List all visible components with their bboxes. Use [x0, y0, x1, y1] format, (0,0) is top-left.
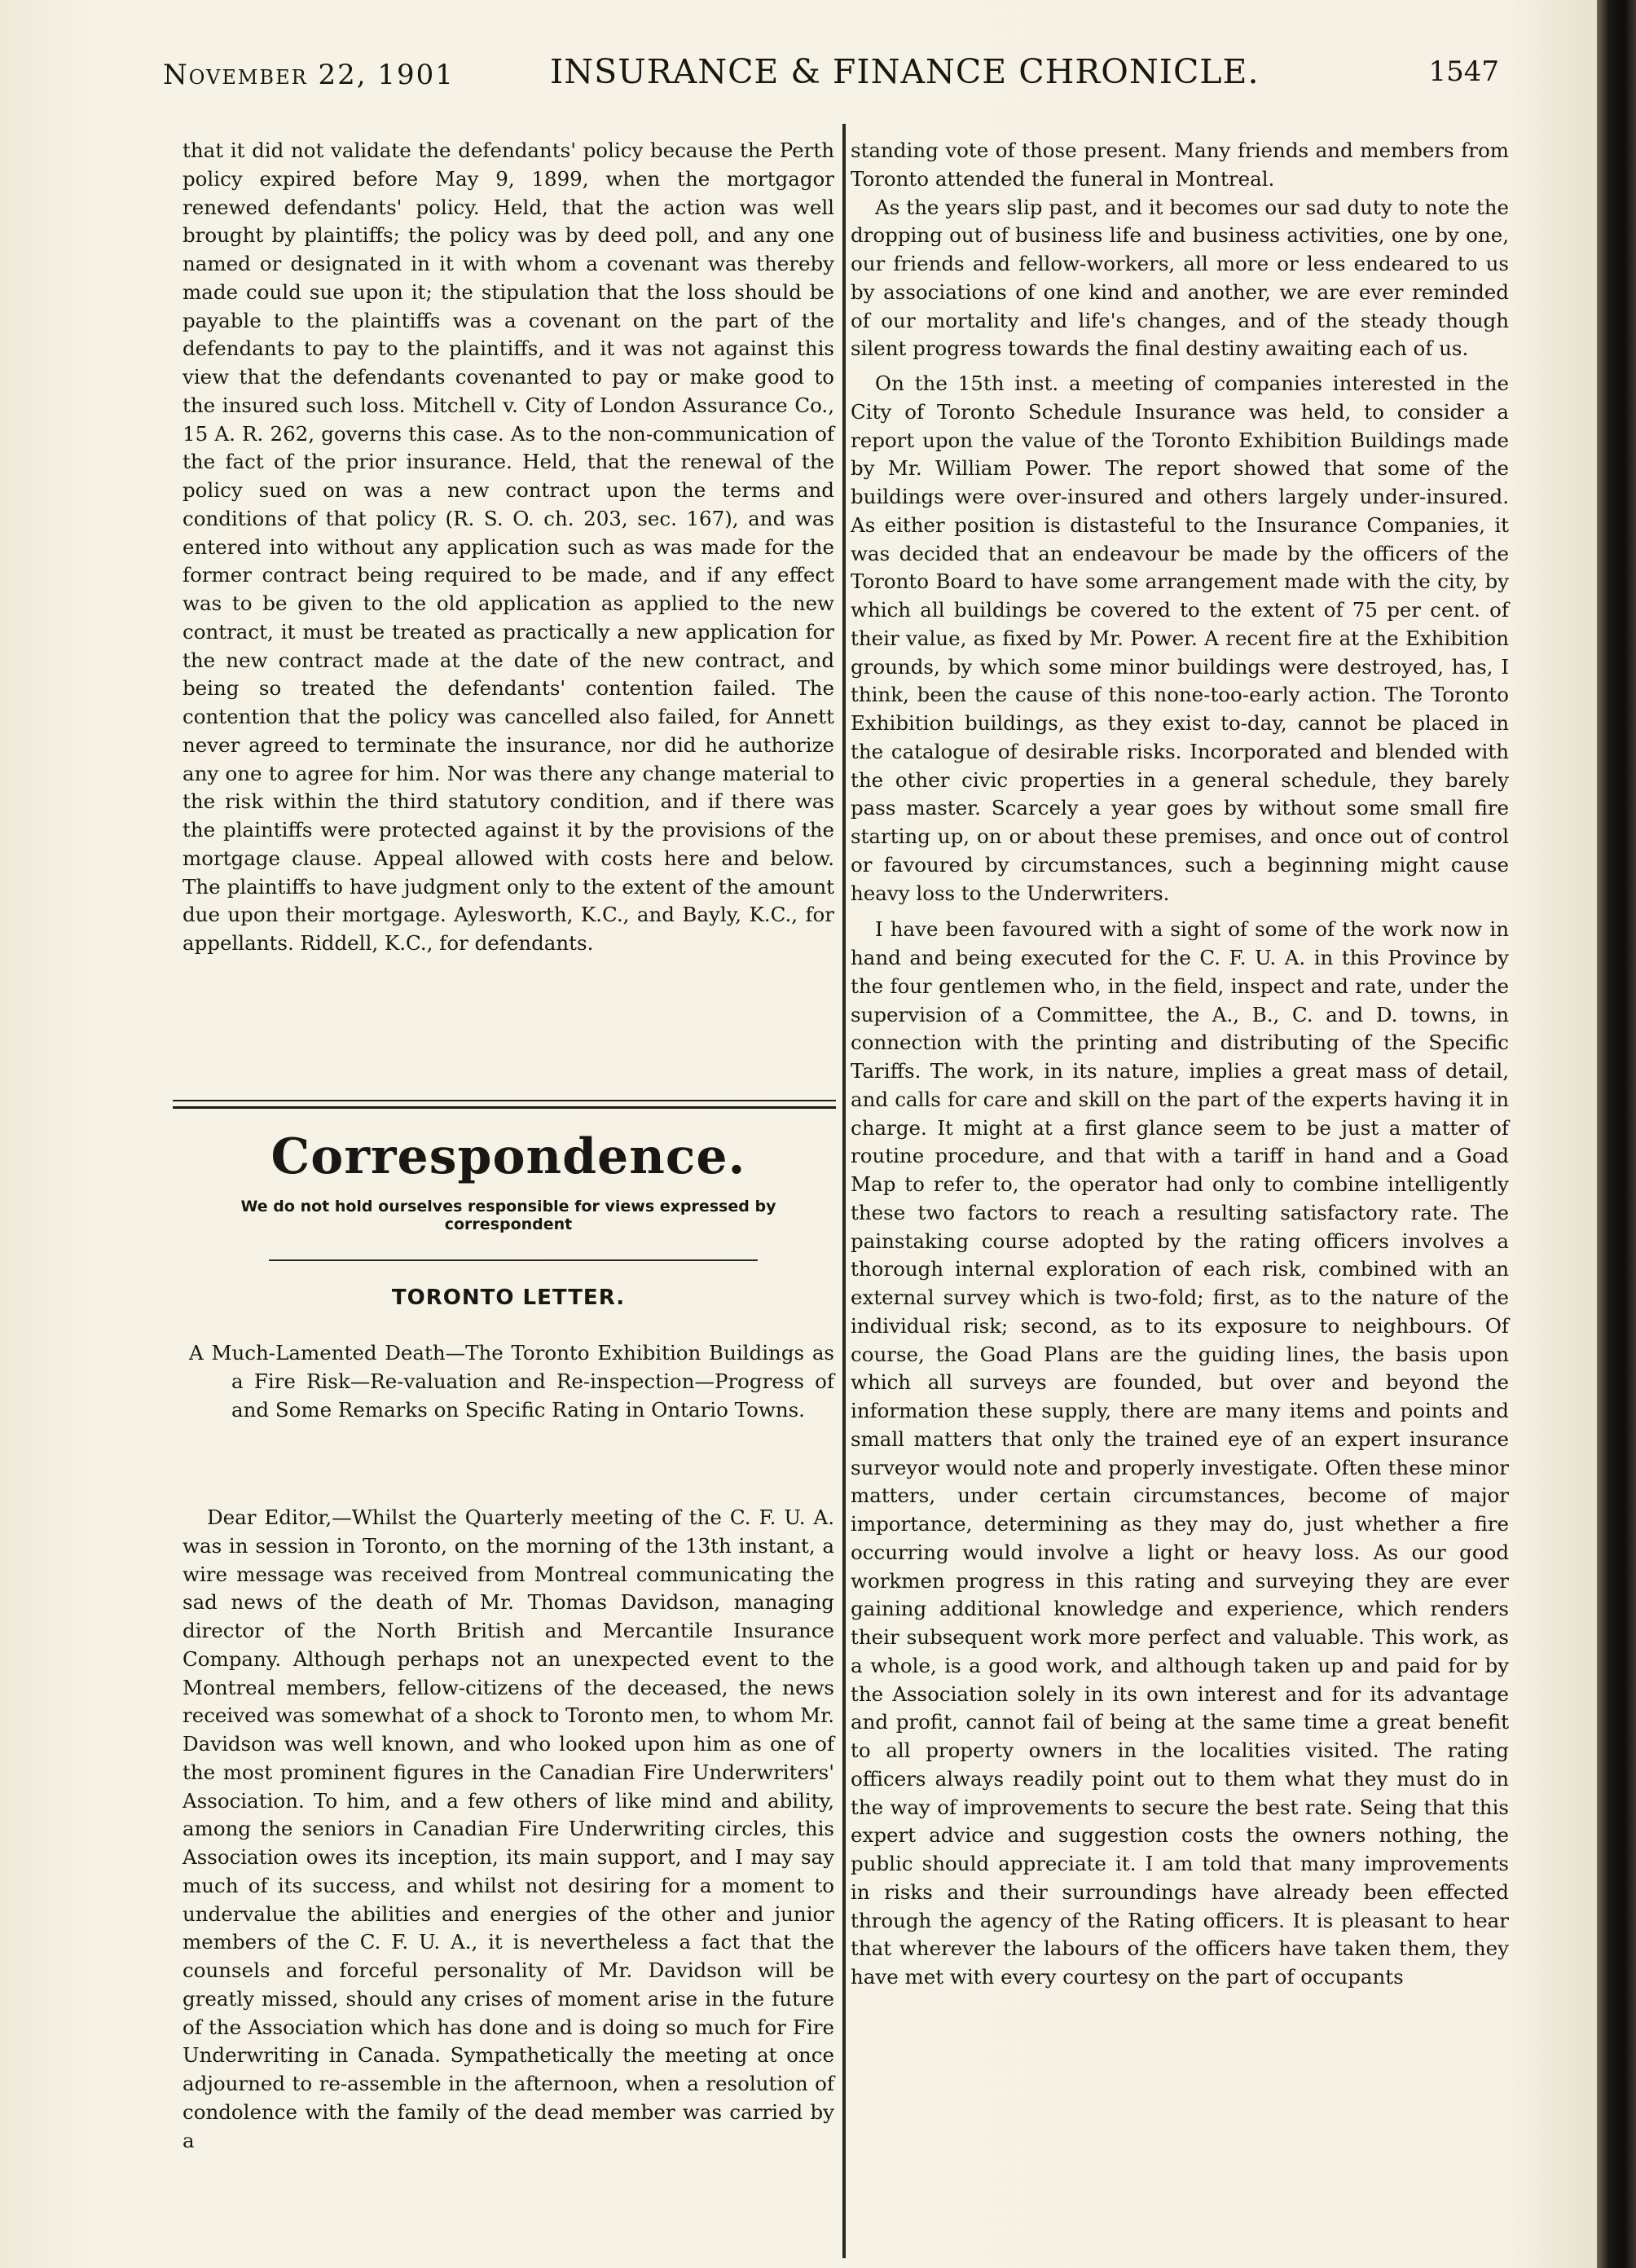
publication-title: INSURANCE & FINANCE CHRONICLE. [550, 52, 1260, 91]
legal-report-continuation: that it did not validate the defendants' policy because the Perth policy expired before May 9, 1899, when the mortgagor renewed defendants' policy. Held, that the action was well brought by plaintiffs; the policy was by deed poll, and any one named or designated in it with whom a covenant was thereby made could sue upon it; the stipulation that the loss should be payable to the plaintiffs was a covenant on the part of the defendants to pay to the plaintiffs, and it was not against this view that the defendants covenanted to pay or make good to the insured such loss. Mitchell v. City of London Assurance Co., 15 A. R. 262, governs this case. As to the non-communication of the fact of the prior insurance. Held, that the renewal of the policy sued on was a new contract upon the terms and conditions of that policy (R. S. O. ch. 203, sec. 167), and was entered into without any application such as was made for the former contract being required to be made, and if any effect was to be given to the old application as applied to the new contract, it must be treated as practically a new application for the new contract made at the date of the new contract, and being so treated the defendants' contention failed. The contention that the policy was cancelled also failed, for Annett never agreed to terminate the insurance, nor did he authorize any one to agree for him. Nor was there any change material to the risk within the third statutory condition, and if there was the plaintiffs were protected against it by the provisions of the mortgage clause. Appeal allowed with costs here and below. The plaintiffs to have judgment only to the extent of the amount due upon their mortgage. Aylesworth, K.C., and Bayly, K.C., for appellants. Riddell, K.C., for defendants. [183, 138, 834, 955]
correspondence-heading: Correspondence. [270, 1128, 746, 1185]
heading-rule [269, 1259, 758, 1261]
letter-paragraph: On the 15th inst. a meeting of companies interested in the City of Toronto Schedule Insurance was held, to consider a report upon the value of the Toronto Exhibition Buildings made by Mr. William Power. The report showed that some of the buildings were over-insured and others largely under-insured. As either position is distasteful to the Insurance Companies, it was decided that an endeavour be made by the officers of the Toronto Board to have some arrangement made with the city, by which all buildings be covered to the extent of 75 per cent. of their value, as fixed by Mr. Power. A recent fire at the Exhibition grounds, by which some minor buildings were destroyed, has, I think, been the cause of this none-too-early action. The Toronto Exhibition buildings, as they exist to-day, cannot be placed in the catalogue of desirable risks. Incorporated and blended with the other civic properties in a general schedule, they barely pass master. Scarcely a year goes by without some small fire starting up, on or about these premises, and once out of control or favoured by circumstances, such a beginning might cause heavy loss to the Underwriters. [851, 371, 1509, 905]
page-number: 1547 [1428, 55, 1499, 88]
left-column [183, 137, 834, 958]
letter-paragraph: standing vote of those present. Many friends and members from Toronto attended the funeral in Montreal. [851, 138, 1509, 191]
section-divider-rule [173, 1100, 836, 1109]
issue-date: November 22, 1901 [163, 59, 455, 91]
binding-edge [1597, 0, 1636, 2268]
page-header [163, 47, 1499, 104]
correspondence-disclaimer: We do not hold ourselves responsible for views expressed by correspondent [240, 1198, 776, 1233]
letter-title: TORONTO LETTER. [391, 1286, 626, 1310]
letter-paragraph: I have been favoured with a sight of some of the work now in hand and being executed for the C. F. U. A. in this Province by the four gentlemen who, in the field, inspect and rate, under the supervision of a Committee, the A., B., C. and D. towns, in connection with the printing and distributing of the Specific Tariffs. The work, in its nature, implies a great mass of detail, and calls for care and skill on the part of the experts having it in charge. It might at a first glance seem to be just a matter of routine procedure, and that with a tariff in hand and a Goad Map to refer to, the operator had only to combine intelligently these two factors to reach a resulting satisfactory rate. The painstaking course adopted by the rating officers involves a thorough internal exploration of each risk, combined with an external survey which is two-fold; first, as to the nature of the individual risk; second, as to its exposure to neighbours. Of course, the Goad Plans are the guiding lines, the basis upon which all surveys are founded, but over and beyond the information these supply, there are many items and points and small matters that only the trained eye of an expert insurance surveyor would note and properly investigate. Often these minor matters, under certain circumstances, become of major importance, determining as they may do, just whether a fire occurring would involve a light or heavy loss. As our good workmen progress in this rating and surveying they are ever gaining additional knowledge and experience, which renders their subsequent work more perfect and valuable. This work, as a whole, is a good work, and although taken up and paid for by the Association solely in its own interest and for its advantage and profit, cannot fail of being at the same time a great benefit to all property owners in the localities visited. The rating officers always readily point out to them what they must do in the way of improvements to secure the best rate. Seing that this expert advice and suggestion costs the owners nothing, the public should appreciate it. I am told that many improvements in risks and their surroundings have already been effected through the agency of the Rating officers. It is pleasant to hear that wherever the labours of the officers have taken them, they have met with every courtesy on the part of occupants [851, 917, 1509, 1989]
letter-subtitle: A Much-Lamented Death—The Toronto Exhibition Buildings as a Fire Risk—Re-valuation and Re-inspection—Progress of and Some Remarks on Specific Rating in Ontario Towns. [189, 1341, 834, 1422]
right-column [851, 137, 1509, 1992]
column-divider [842, 124, 846, 2258]
letter-paragraph: Dear Editor,—Whilst the Quarterly meeting of the C. F. U. A. was in session in Toronto, on the morning of the 13th instant, a wire message was received from Montreal communicating the sad news of the death of Mr. Thomas Davidson, managing director of the North British and Mercantile Insurance Company. Although perhaps not an unexpected event to the Montreal members, fellow-citizens of the deceased, the news received was somewhat of a shock to Toronto men, to whom Mr. Davidson was well known, and who looked upon him as one of the most prominent figures in the Canadian Fire Underwriters' Association. To him, and a few others of like mind and ability, among the seniors in Canadian Fire Underwriting circles, this Association owes its inception, its main support, and I may say much of its success, and whilst not desiring for a moment to undervalue the abilities and energies of the other and junior members of the C. F. U. A., it is nevertheless a fact that the counsels and forceful personality of Mr. Davidson will be greatly missed, should any crises of moment arise in the future of the Association which has done and is doing so much for Fire Underwriting in Canada. Sympathetically the meeting at once adjourned to re-assemble in the afternoon, when a resolution of condolence with the family of the dead member was carried by a [183, 1505, 834, 2152]
letter-body-left [183, 1504, 834, 2155]
letter-paragraph: As the years slip past, and it becomes our sad duty to note the dropping out of business life and business activities, one by one, our friends and fellow-workers, all more or less endeared to us by associations of one kind and another, we are ever reminded of our mortality and life's changes, and of the steady though silent progress towards the final destiny awaiting each of us. [851, 195, 1509, 361]
